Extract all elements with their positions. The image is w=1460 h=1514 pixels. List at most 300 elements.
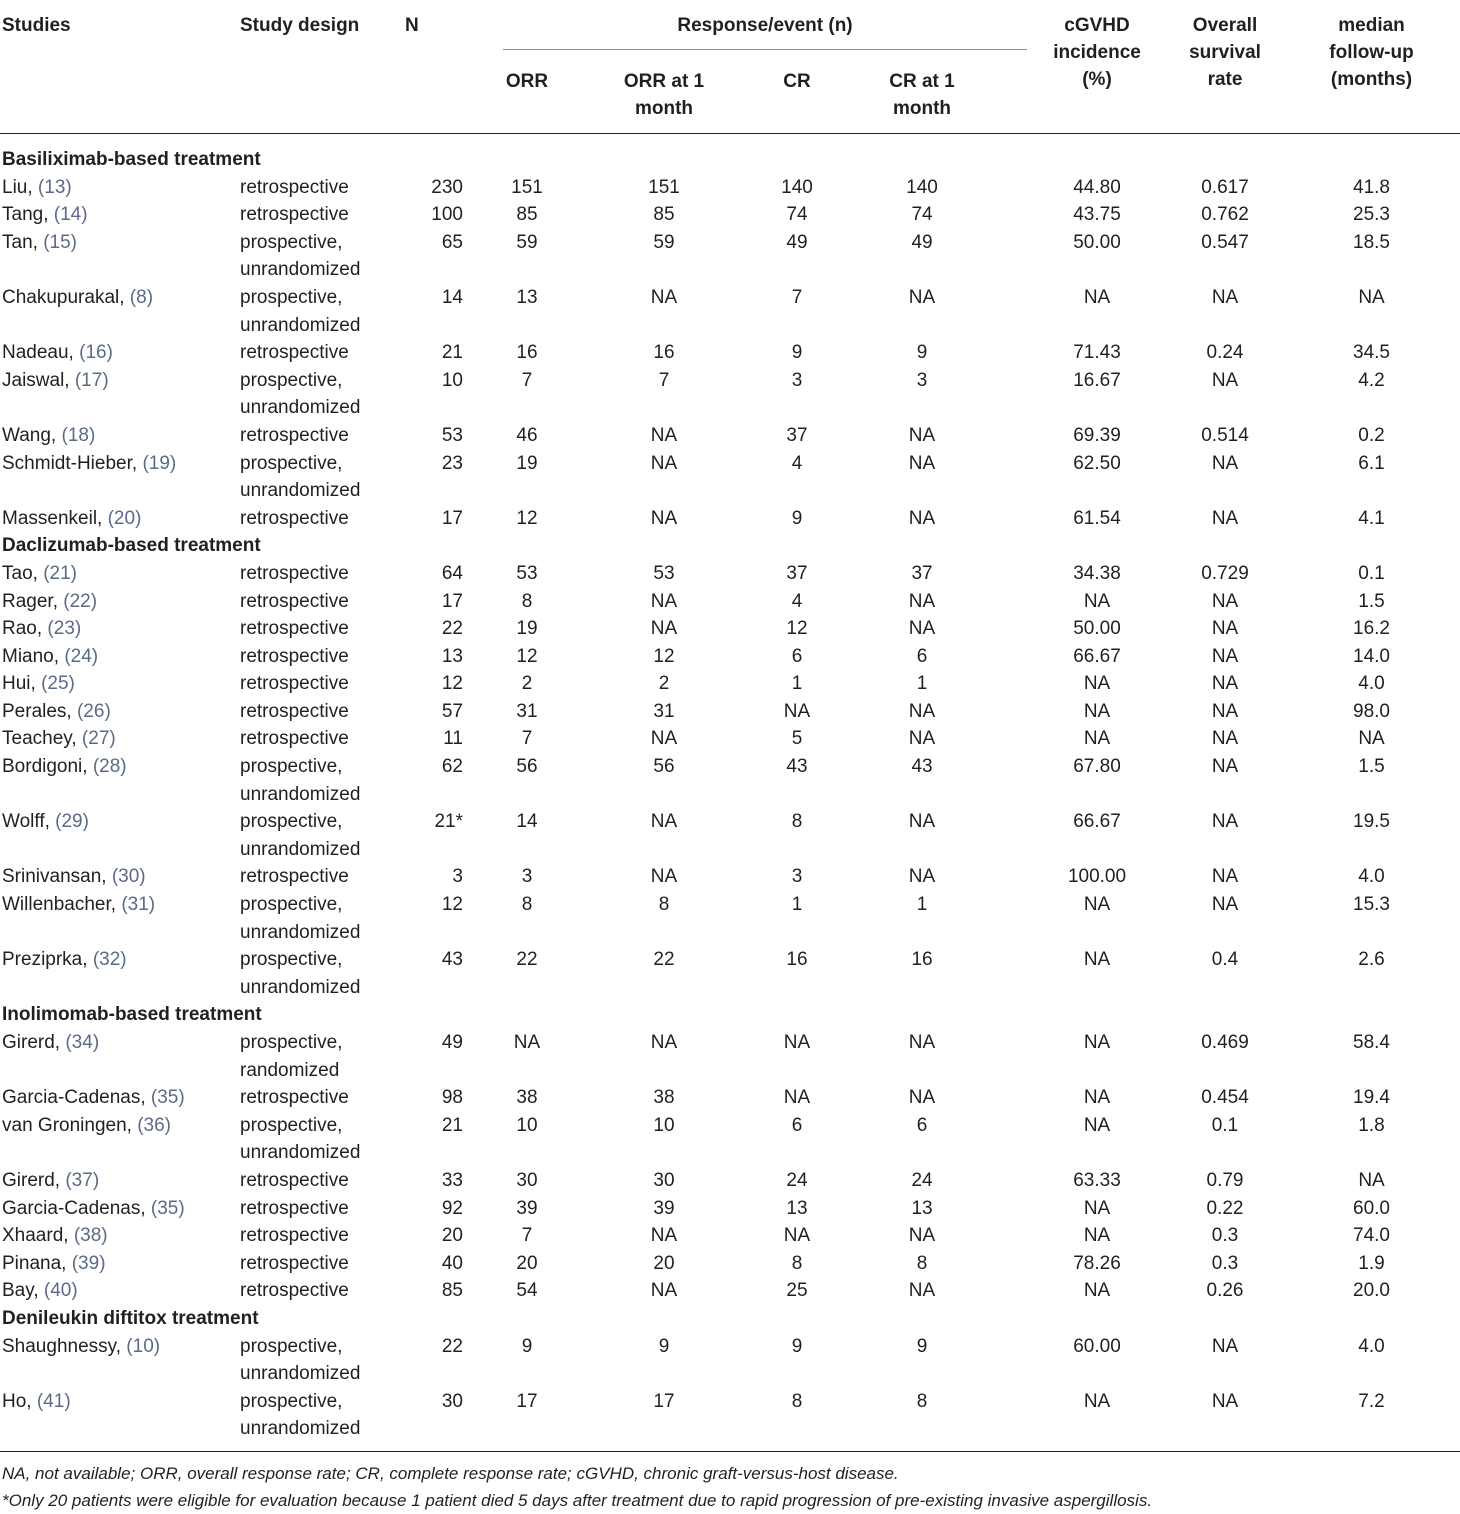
- cr-1-month-value: 74: [911, 204, 933, 226]
- cgvhd-value: 62.50: [1073, 452, 1121, 474]
- cr-1-month-value: 37: [911, 562, 933, 584]
- reference-link[interactable]: (35): [150, 1087, 185, 1109]
- reference-link[interactable]: (18): [61, 424, 96, 446]
- cgvhd-value: 60.00: [1073, 1335, 1121, 1357]
- author-name: Hui,: [2, 673, 42, 695]
- follow-up-value: 41.8: [1353, 176, 1390, 198]
- table-row: [0, 1222, 1460, 1250]
- follow-up-value: 2.6: [1358, 949, 1385, 971]
- n-value: 22: [441, 618, 463, 640]
- cr-1-month-value: 8: [916, 1390, 928, 1412]
- overall-survival-value: NA: [1211, 673, 1239, 695]
- section-header-row: [0, 134, 1460, 174]
- cr-value: 3: [791, 866, 803, 888]
- table-row: [0, 725, 1460, 753]
- cgvhd-value: 43.75: [1073, 204, 1121, 226]
- orr-1-month-value: 10: [653, 1114, 675, 1136]
- study-design: prospective, unrandomized: [240, 1335, 361, 1385]
- study-name: [0, 1250, 240, 1278]
- table-row: [0, 1195, 1460, 1223]
- reference-link[interactable]: (34): [65, 1032, 100, 1053]
- cr-1-month-value: 13: [911, 1197, 933, 1219]
- study-design: retrospective: [240, 1087, 349, 1109]
- section-title: Basiliximab-based treatment: [2, 149, 261, 170]
- study-design: retrospective: [240, 645, 349, 667]
- orr-value: 14: [516, 811, 538, 833]
- header-median-follow-up: median follow-up (months): [1329, 15, 1414, 90]
- orr-1-month-value: NA: [650, 618, 678, 640]
- n-value: 49: [441, 1032, 463, 1053]
- author-name: Chakupurakal,: [2, 286, 130, 308]
- n-value: 43: [441, 949, 463, 971]
- reference-link[interactable]: (36): [137, 1114, 171, 1136]
- study-design: prospective, randomized: [240, 1032, 343, 1081]
- n-value: 17: [441, 507, 463, 529]
- study-name: [0, 560, 240, 588]
- table-row: [0, 753, 1460, 808]
- orr-1-month-value: 16: [653, 342, 675, 364]
- cr-1-month-value: 140: [906, 176, 938, 198]
- section-title: Daclizumab-based treatment: [2, 535, 261, 557]
- author-name: Srinivansan,: [2, 866, 112, 888]
- table-row: [0, 863, 1460, 891]
- cr-value: 24: [786, 1169, 808, 1191]
- follow-up-value: 98.0: [1353, 700, 1390, 722]
- overall-survival-value: NA: [1211, 452, 1239, 474]
- follow-up-value: 74.0: [1353, 1225, 1390, 1247]
- table-row: [0, 284, 1460, 339]
- table-row: [0, 1333, 1460, 1388]
- table-row: [0, 670, 1460, 698]
- study-name: [0, 339, 240, 367]
- study-name: [0, 891, 240, 946]
- table-row: [0, 808, 1460, 863]
- cgvhd-value: NA: [1083, 590, 1111, 612]
- header-overall-survival: Overall survival rate: [1189, 15, 1261, 90]
- study-design: retrospective: [240, 728, 349, 750]
- cr-value: 1: [791, 673, 803, 695]
- orr-value: 16: [516, 342, 538, 364]
- n-value: 23: [441, 452, 463, 474]
- study-design: retrospective: [240, 176, 349, 198]
- reference-link[interactable]: (38): [73, 1225, 108, 1247]
- author-name: Garcia-Cadenas,: [2, 1087, 151, 1109]
- study-design: retrospective: [240, 866, 349, 888]
- cr-1-month-value: 6: [916, 1114, 928, 1136]
- reference-link[interactable]: (26): [76, 700, 111, 722]
- n-value: 92: [441, 1197, 463, 1219]
- follow-up-value: 0.1: [1358, 562, 1385, 584]
- cr-1-month-value: 43: [911, 756, 933, 778]
- orr-value: 17: [516, 1390, 538, 1412]
- orr-value: 53: [516, 562, 538, 584]
- cr-1-month-value: 16: [911, 949, 933, 971]
- overall-survival-value: 0.26: [1206, 1280, 1244, 1302]
- overall-survival-value: NA: [1211, 756, 1239, 778]
- reference-link[interactable]: (15): [43, 231, 77, 253]
- orr-value: 9: [521, 1335, 533, 1357]
- study-design: retrospective: [240, 507, 349, 529]
- header-cgvhd: cGVHD incidence (%): [1053, 15, 1141, 90]
- cr-value: NA: [783, 700, 811, 722]
- cr-value: 74: [786, 204, 808, 226]
- n-value: 53: [441, 424, 463, 446]
- orr-value: 31: [516, 700, 538, 722]
- author-name: van Groningen,: [2, 1114, 138, 1136]
- table-row: [0, 339, 1460, 367]
- study-name: [0, 367, 240, 422]
- reference-link[interactable]: (16): [79, 342, 113, 364]
- follow-up-value: 60.0: [1353, 1197, 1390, 1219]
- header-study-design: Study design: [240, 15, 360, 36]
- study-design: retrospective: [240, 700, 349, 722]
- reference-link[interactable]: (10): [126, 1335, 161, 1357]
- cgvhd-value: 16.67: [1073, 369, 1121, 391]
- orr-1-month-value: 38: [653, 1087, 675, 1109]
- study-name: [0, 753, 240, 808]
- overall-survival-value: NA: [1211, 645, 1239, 667]
- follow-up-value: NA: [1358, 1169, 1385, 1191]
- orr-value: 85: [516, 204, 538, 226]
- n-value: 85: [441, 1280, 463, 1302]
- table-row: [0, 1388, 1460, 1452]
- study-design: retrospective: [240, 590, 349, 612]
- table-footnotes: [0, 1451, 1460, 1514]
- study-name: [0, 201, 240, 229]
- study-name: [0, 643, 240, 671]
- author-name: Shaughnessy,: [2, 1335, 127, 1357]
- footnotes-cell: [0, 1451, 1460, 1514]
- orr-1-month-value: 17: [653, 1390, 675, 1412]
- study-name: [0, 1333, 240, 1388]
- follow-up-value: NA: [1358, 728, 1385, 750]
- orr-1-month-value: 9: [658, 1335, 670, 1357]
- cgvhd-value: NA: [1083, 1087, 1111, 1109]
- study-name: [0, 174, 240, 202]
- study-name: [0, 1195, 240, 1223]
- follow-up-value: 19.4: [1353, 1087, 1390, 1109]
- orr-1-month-value: 7: [658, 369, 670, 391]
- reference-link[interactable]: (35): [150, 1197, 185, 1219]
- orr-value: 30: [516, 1169, 538, 1191]
- orr-1-month-value: NA: [650, 866, 678, 888]
- cr-value: 8: [791, 1252, 803, 1274]
- author-name: Bordigoni,: [2, 756, 93, 778]
- study-name: [0, 863, 240, 891]
- orr-value: 54: [516, 1280, 538, 1302]
- table-row: [0, 891, 1460, 946]
- overall-survival-value: 0.617: [1201, 176, 1249, 198]
- cr-value: 13: [786, 1197, 808, 1219]
- orr-1-month-value: NA: [650, 590, 678, 612]
- cgvhd-value: 34.38: [1073, 562, 1121, 584]
- author-name: Tang,: [2, 204, 54, 226]
- author-name: Xhaard,: [2, 1225, 74, 1247]
- cgvhd-value: 50.00: [1073, 618, 1121, 640]
- n-value: 62: [441, 756, 463, 778]
- cr-1-month-value: 49: [911, 231, 933, 253]
- reference-link[interactable]: (32): [92, 949, 127, 971]
- cr-1-month-value: 1: [916, 894, 928, 916]
- overall-survival-value: NA: [1211, 590, 1239, 612]
- reference-link[interactable]: (17): [74, 369, 109, 391]
- header-response-group: [503, 0, 1027, 62]
- follow-up-value: 18.5: [1353, 231, 1390, 253]
- overall-survival-value: 0.1: [1211, 1114, 1239, 1136]
- section-header-row: [0, 1305, 1460, 1333]
- reference-link[interactable]: (8): [129, 286, 154, 308]
- cr-1-month-value: NA: [908, 728, 936, 750]
- n-value: 20: [441, 1225, 463, 1247]
- orr-1-month-value: 22: [653, 949, 675, 971]
- n-value: 21: [441, 1114, 463, 1136]
- overall-survival-value: 0.79: [1206, 1169, 1244, 1191]
- reference-link[interactable]: (40): [43, 1280, 78, 1302]
- reference-link[interactable]: (19): [142, 452, 177, 474]
- cgvhd-value: NA: [1083, 1390, 1111, 1412]
- header-orr-1-month: ORR at 1 month: [623, 71, 705, 119]
- cr-value: 3: [791, 369, 803, 391]
- n-value: 33: [441, 1169, 463, 1191]
- follow-up-value: 4.2: [1358, 369, 1385, 391]
- n-value: 14: [441, 286, 463, 308]
- orr-value: 19: [516, 618, 538, 640]
- cr-1-month-value: NA: [908, 700, 936, 722]
- cr-value: 9: [791, 342, 803, 364]
- n-value: 3: [452, 866, 463, 888]
- study-name: [0, 808, 240, 863]
- orr-value: 151: [511, 176, 543, 198]
- cr-value: NA: [783, 1087, 811, 1109]
- cr-1-month-value: NA: [908, 590, 936, 612]
- author-name: Liu,: [2, 176, 38, 198]
- cr-1-month-value: 1: [916, 673, 928, 695]
- reference-link[interactable]: (14): [53, 204, 88, 226]
- reference-link[interactable]: (31): [121, 894, 156, 916]
- cr-1-month-value: NA: [908, 1032, 936, 1053]
- table-row: [0, 1029, 1460, 1084]
- orr-1-month-value: NA: [650, 286, 678, 308]
- study-design: prospective, unrandomized: [240, 231, 361, 281]
- table-row: [0, 229, 1460, 284]
- orr-1-month-value: NA: [650, 424, 678, 446]
- n-value: 12: [441, 673, 463, 695]
- overall-survival-value: NA: [1211, 1390, 1239, 1412]
- follow-up-value: 1.5: [1358, 590, 1385, 612]
- study-design: prospective, unrandomized: [240, 286, 361, 336]
- table-row: [0, 1084, 1460, 1112]
- study-design: prospective, unrandomized: [240, 756, 361, 805]
- study-name: [0, 284, 240, 339]
- n-value: 57: [441, 700, 463, 722]
- overall-survival-value: NA: [1211, 286, 1239, 308]
- table-row: [0, 505, 1460, 533]
- table-row: [0, 422, 1460, 450]
- orr-value: 46: [516, 424, 538, 446]
- author-name: Jaiswal,: [2, 369, 75, 391]
- orr-value: 8: [521, 894, 533, 916]
- cr-value: 49: [786, 231, 808, 253]
- reference-link[interactable]: (39): [71, 1252, 106, 1274]
- n-value: 12: [441, 894, 463, 916]
- cr-value: 9: [791, 1335, 803, 1357]
- study-design: retrospective: [240, 1280, 349, 1302]
- cgvhd-value: NA: [1083, 1114, 1111, 1136]
- cr-value: 25: [786, 1280, 808, 1302]
- cr-1-month-value: NA: [908, 866, 936, 888]
- study-design: prospective, unrandomized: [240, 1114, 361, 1164]
- orr-1-month-value: NA: [650, 507, 678, 529]
- cr-1-month-value: NA: [908, 811, 936, 833]
- study-name: [0, 698, 240, 726]
- author-name: Rager,: [2, 590, 64, 612]
- study-design: prospective, unrandomized: [240, 894, 361, 943]
- study-name: [0, 615, 240, 643]
- follow-up-value: 19.5: [1353, 811, 1390, 833]
- author-name: Perales,: [2, 700, 77, 722]
- orr-1-month-value: 31: [653, 700, 675, 722]
- cr-value: 16: [786, 949, 808, 971]
- cr-value: 9: [791, 507, 803, 529]
- orr-value: 19: [516, 452, 538, 474]
- cgvhd-value: NA: [1083, 286, 1111, 308]
- reference-link[interactable]: (13): [37, 176, 72, 198]
- cgvhd-value: NA: [1083, 949, 1111, 971]
- follow-up-value: NA: [1358, 286, 1385, 308]
- table-row: [0, 1250, 1460, 1278]
- orr-1-month-value: 2: [658, 673, 670, 695]
- reference-link[interactable]: (25): [41, 673, 75, 695]
- follow-up-value: 7.2: [1358, 1390, 1385, 1412]
- reference-link[interactable]: (29): [55, 811, 89, 833]
- author-name: Rao,: [2, 618, 48, 640]
- orr-value: 3: [521, 866, 533, 888]
- reference-link[interactable]: (30): [111, 866, 146, 888]
- n-value: 13: [441, 645, 463, 667]
- cr-1-month-value: 24: [911, 1169, 933, 1191]
- table-row: [0, 560, 1460, 588]
- study-name: [0, 1029, 240, 1084]
- section-title: Denileukin diftitox treatment: [2, 1307, 259, 1329]
- table-row: [0, 450, 1460, 505]
- cr-1-month-value: NA: [908, 618, 936, 640]
- study-design: retrospective: [240, 618, 349, 640]
- cgvhd-value: 67.80: [1073, 756, 1121, 778]
- author-name: Girerd,: [2, 1169, 66, 1191]
- author-name: Tao,: [2, 562, 44, 584]
- overall-survival-value: NA: [1211, 700, 1239, 722]
- orr-1-month-value: NA: [650, 452, 678, 474]
- cgvhd-value: 66.67: [1073, 811, 1121, 833]
- author-name: Garcia-Cadenas,: [2, 1197, 151, 1219]
- reference-link[interactable]: (21): [43, 562, 77, 584]
- header-response-label: Response/event (n): [677, 15, 853, 36]
- section-title: Inolimomab-based treatment: [2, 1004, 262, 1026]
- cr-value: 140: [781, 176, 813, 198]
- overall-survival-value: 0.547: [1201, 231, 1249, 253]
- orr-1-month-value: 20: [653, 1252, 675, 1274]
- footnote-abbreviations: NA, not available; ORR, overall response rate; CR, complete response rate; cGVHD, chronic graft-versus-host disease.: [2, 1463, 899, 1483]
- cgvhd-value: NA: [1083, 894, 1111, 916]
- follow-up-value: 1.9: [1358, 1252, 1385, 1274]
- n-value: 230: [431, 176, 463, 198]
- study-name: [0, 588, 240, 616]
- reference-link[interactable]: (37): [65, 1169, 100, 1191]
- section-header-row: [0, 532, 1460, 560]
- reference-link[interactable]: (41): [36, 1390, 71, 1412]
- cr-value: 4: [791, 590, 803, 612]
- cgvhd-value: NA: [1083, 728, 1111, 750]
- reference-link[interactable]: (22): [63, 590, 98, 612]
- cr-1-month-value: 9: [916, 1335, 928, 1357]
- follow-up-value: 20.0: [1353, 1280, 1390, 1302]
- reference-link[interactable]: (23): [47, 618, 82, 640]
- overall-survival-value: 0.4: [1211, 949, 1239, 971]
- follow-up-value: 0.2: [1358, 424, 1385, 446]
- cgvhd-value: 63.33: [1073, 1169, 1121, 1191]
- orr-value: 8: [521, 590, 533, 612]
- author-name: Massenkeil,: [2, 507, 108, 529]
- cr-value: NA: [783, 1032, 811, 1053]
- orr-1-month-value: NA: [650, 1032, 678, 1053]
- reference-link[interactable]: (20): [107, 507, 142, 529]
- table-row: [0, 1112, 1460, 1167]
- orr-1-month-value: NA: [650, 1225, 678, 1247]
- header-response-rule: [503, 49, 1027, 50]
- overall-survival-value: NA: [1211, 866, 1239, 888]
- orr-value: 22: [516, 949, 538, 971]
- table-row: [0, 201, 1460, 229]
- study-name: [0, 725, 240, 753]
- author-name: Wolff,: [2, 811, 56, 833]
- cr-1-month-value: 6: [916, 645, 928, 667]
- cgvhd-value: 66.67: [1073, 645, 1121, 667]
- reference-link[interactable]: (27): [81, 728, 116, 750]
- cr-1-month-value: NA: [908, 1087, 936, 1109]
- cr-value: 6: [791, 645, 803, 667]
- table-row: [0, 174, 1460, 202]
- orr-1-month-value: 12: [653, 645, 675, 667]
- cgvhd-value: NA: [1083, 700, 1111, 722]
- orr-value: 7: [521, 728, 533, 750]
- cgvhd-value: 44.80: [1073, 176, 1121, 198]
- author-name: Bay,: [2, 1280, 44, 1302]
- cgvhd-value: 78.26: [1073, 1252, 1121, 1274]
- study-design: retrospective: [240, 342, 349, 364]
- study-design: retrospective: [240, 1169, 349, 1191]
- study-design: retrospective: [240, 204, 349, 226]
- cr-value: 7: [791, 286, 803, 308]
- reference-link[interactable]: (28): [92, 756, 127, 778]
- cr-1-month-value: NA: [908, 1280, 936, 1302]
- header-cr: CR: [783, 71, 811, 92]
- author-name: Pinana,: [2, 1252, 72, 1274]
- table-body: [0, 134, 1460, 1452]
- cr-value: 43: [786, 756, 808, 778]
- table-row: [0, 367, 1460, 422]
- follow-up-value: 1.5: [1358, 756, 1385, 778]
- header-n: N: [405, 15, 419, 36]
- overall-survival-value: 0.3: [1211, 1225, 1239, 1247]
- cr-1-month-value: NA: [908, 424, 936, 446]
- reference-link[interactable]: (24): [64, 645, 99, 667]
- study-name: [0, 1112, 240, 1167]
- cgvhd-value: NA: [1083, 1197, 1111, 1219]
- orr-1-month-value: 151: [648, 176, 680, 198]
- author-name: Girerd,: [2, 1032, 66, 1053]
- header-cr-1-month: CR at 1 month: [889, 71, 955, 119]
- orr-value: 13: [516, 286, 538, 308]
